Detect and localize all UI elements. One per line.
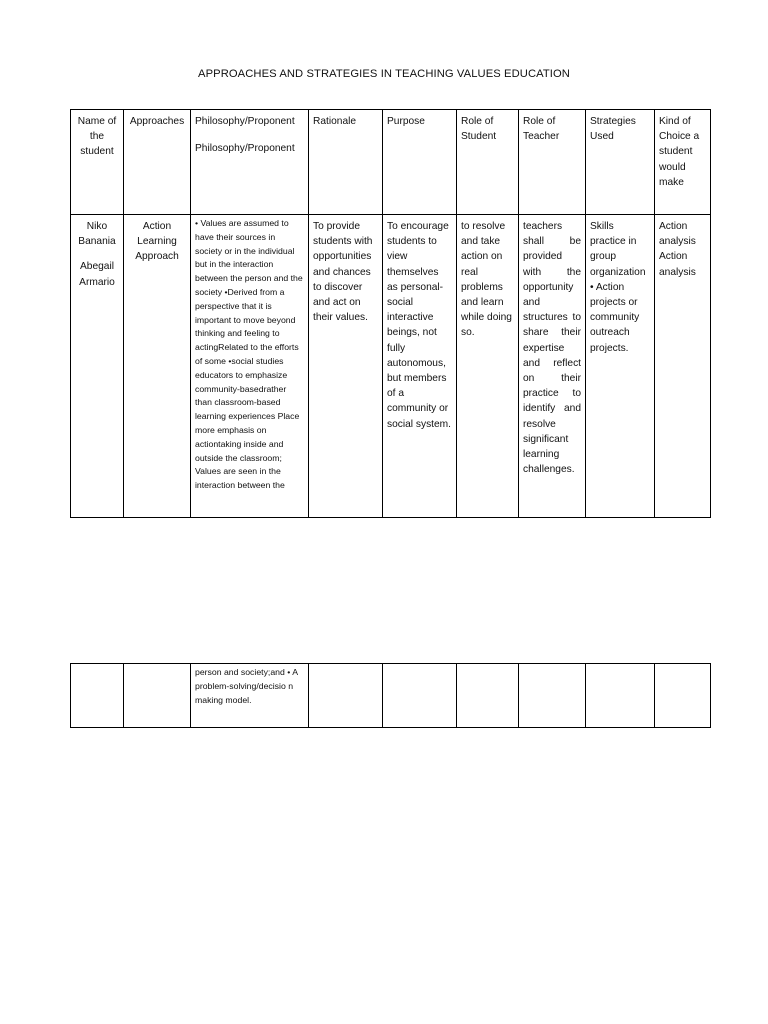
header-rationale: Rationale [309,110,383,215]
header-philosophy-line1: Philosophy/Proponent [195,116,295,127]
empty-cell [457,664,519,728]
cell-rationale: To provide students with opportunities and chances to discover and act on their values. [309,215,383,518]
empty-cell [519,664,586,728]
empty-cell [655,664,711,728]
cell-role-of-teacher: teachers shall be provided with the opportunity and structures to share their expertise and reflect on their practice to identify and resolve significant learning challenges. [519,215,586,518]
values-education-table-continued [70,663,711,728]
cell-role-of-student: to resolve and take action on real problems and learn while doing so. [457,215,519,518]
header-philosophy [191,110,309,215]
empty-cell [71,664,124,728]
cell-strategies: Skills practice in group organization • Action projects or community outreach projects. [586,215,655,518]
empty-cell [383,664,457,728]
empty-cell [309,664,383,728]
cell-student-names [71,215,124,518]
header-kind-of-choice: Kind of Choice a student would make [655,110,711,215]
cell-kind-of-choice: Action analysis Action analysis [655,215,711,518]
header-role-of-student: Role of Student [457,110,519,215]
values-education-table [70,109,711,518]
cell-philosophy: • Values are assumed to have their sources in society or in the individual but in the interaction between the person and the society •Derived from a perspective that it is important to move beyond thinking and feeling to actingRelated to the efforts of some •social studies educators to emphasize community-basedrather than classroom-based learning experiences Place more emphasis on actiontaking inside and outside the classroom; Values are seen in the interaction between the [191,215,309,518]
table-row [71,664,711,728]
header-role-of-teacher: Role of Teacher [519,110,586,215]
header-name-of-student: Name of the student [71,110,124,215]
student-name-2: Abegail Armario [79,261,115,288]
empty-cell [586,664,655,728]
header-strategies-used: Strategies Used [586,110,655,215]
table-header-row [71,110,711,215]
cell-purpose: To encourage students to view themselves as personal-social interactive beings, not fully autonomous, but members of a community or social system. [383,215,457,518]
table-row [71,215,711,518]
document-title: APPROACHES AND STRATEGIES IN TEACHING VALUES EDUCATION [198,68,570,80]
header-purpose: Purpose [383,110,457,215]
cell-approach: Action Learning Approach [124,215,191,518]
cell-philosophy-continued: person and society;and • A problem-solving/decisio n making model. [191,664,309,728]
header-philosophy-line2: Philosophy/Proponent [195,143,295,155]
empty-cell [124,664,191,728]
student-name-1: Niko Banania [78,221,116,248]
header-approaches: Approaches [124,110,191,215]
